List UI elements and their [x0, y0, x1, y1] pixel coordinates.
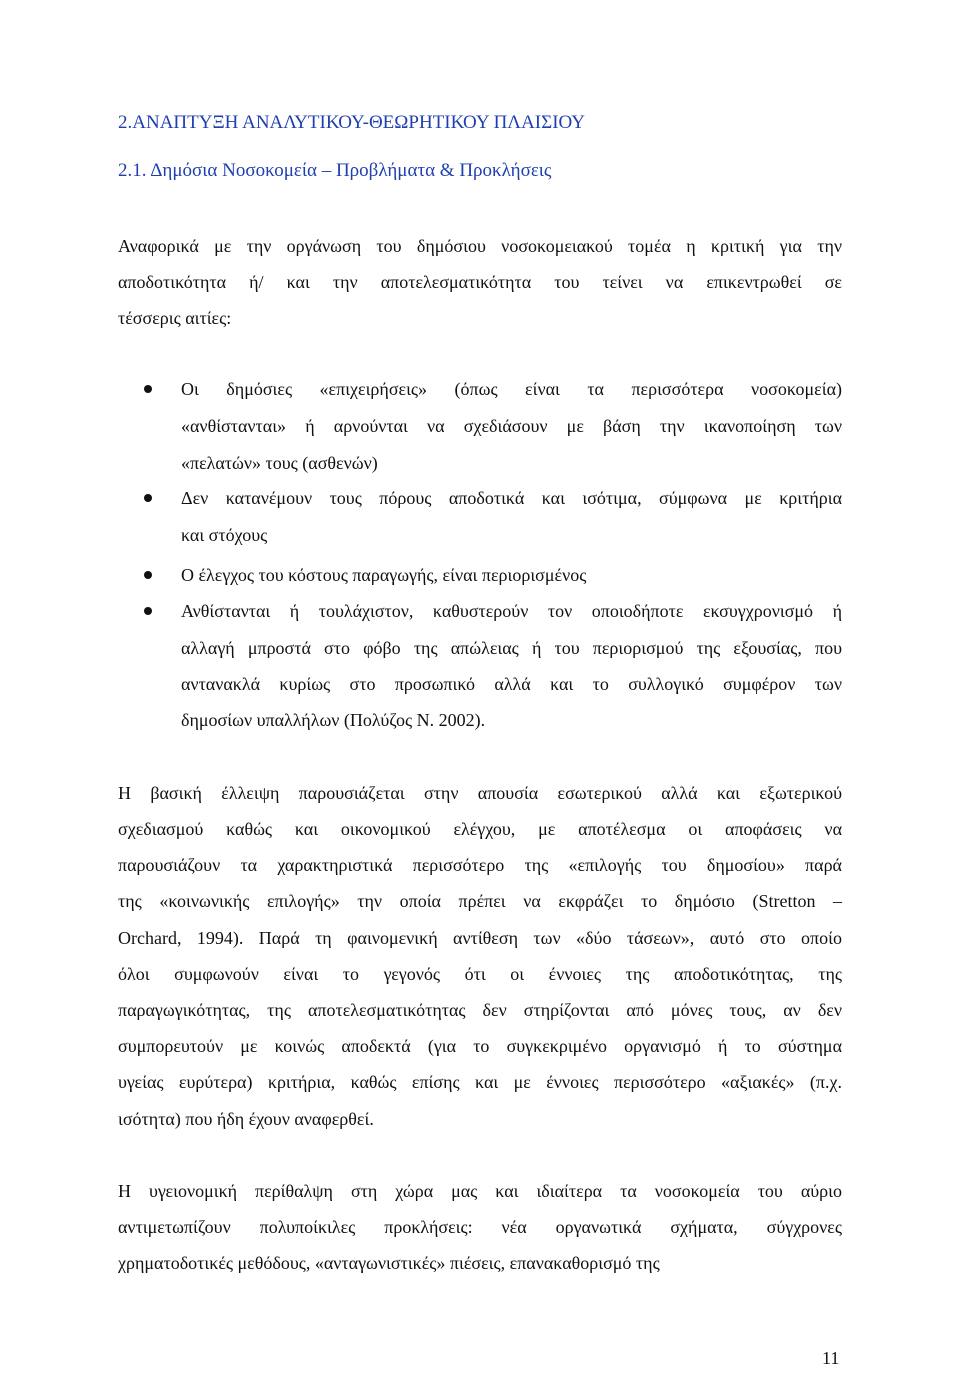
paragraph-line: Η υγειονομική περίθαλψη στη χώρα μας και ιδιαίτερα τα νοσοκομεία του αύριο: [118, 1181, 842, 1201]
paragraph-line: αντιμετωπίζουν πολυποίκιλες προκλήσεις: νέα οργανωτικά σχήματα, σύγχρονες: [118, 1217, 842, 1237]
paragraph-line: σχεδιασμού καθώς και οικονομικού ελέγχου, με αποτέλεσμα οι αποφάσεις να: [118, 819, 842, 839]
paragraph-line: Orchard, 1994). Παρά τη φαινομενική αντίθεση των «δύο τάσεων», αυτό στο οποίο: [118, 928, 842, 948]
bullet-dot-icon: [144, 385, 152, 393]
bullet-line: και στόχους: [181, 525, 268, 545]
bullet-dot-icon: [144, 571, 152, 579]
bullet-line: Δεν κατανέμουν τους πόρους αποδοτικά και ισότιμα, σύμφωνα με κριτήρια: [181, 488, 842, 508]
paragraph-line: όλοι συμφωνούν είναι το γεγονός ότι οι έννοιες της αποδοτικότητας, της: [118, 964, 842, 984]
paragraph-line: της «κοινωνικής επιλογής» την οποία πρέπει να εκφράζει το δημόσιο (Stretton –: [118, 891, 842, 911]
bullet-line: «ανθίστανται» ή αρνούνται να σχεδιάσουν με βάση την ικανοποίηση των: [181, 416, 842, 436]
bullet-line: αλλαγή μπροστά στο φόβο της απώλειας ή του περιορισμού της εξουσίας, που: [181, 638, 842, 658]
bullet-line: Ανθίστανται ή τουλάχιστον, καθυστερούν τον οποιοδήποτε εκσυγχρονισμό ή: [181, 601, 842, 621]
paragraph-line: υγείας ευρύτερα) κριτήρια, καθώς επίσης και με έννοιες περισσότερο «αξιακές» (π.χ.: [118, 1072, 842, 1092]
bullet-line: αντανακλά κυρίως στο προσωπικό αλλά και το συλλογικό συμφέρον των: [181, 674, 842, 694]
bullet-dot-icon: [144, 494, 152, 502]
paragraph-line: παραγωγικότητας, της αποτελεσματικότητας δεν στηρίζονται από μόνες τους, αν δεν: [118, 1000, 842, 1020]
section-heading: 2.ΑΝΑΠΤΥΞΗ ΑΝΑΛΥΤΙΚΟΥ-ΘΕΩΡΗΤΙΚΟΥ ΠΛΑΙΣΙΟΥ: [118, 112, 586, 133]
bullet-line: «πελατών» τους (ασθενών): [181, 453, 378, 473]
paragraph-line: παρουσιάζουν τα χαρακτηριστικά περισσότερο της «επιλογής του δημοσίου» παρά: [118, 855, 842, 875]
paragraph-line: αποδοτικότητα ή/ και την αποτελεσματικότητα του τείνει να επικεντρωθεί σε: [118, 272, 842, 292]
paragraph-line: τέσσερις αιτίες:: [118, 308, 232, 328]
bullet-dot-icon: [144, 607, 152, 615]
paragraph-line: συμπορευτούν με κοινώς αποδεκτά (για το συγκεκριμένο οργανισμό ή το σύστημα: [118, 1036, 842, 1056]
bullet-line: Ο έλεγχος του κόστους παραγωγής, είναι περιορισμένος: [181, 565, 587, 585]
paragraph-line: Η βασική έλλειψη παρουσιάζεται στην απουσία εσωτερικού αλλά και εξωτερικού: [118, 783, 842, 803]
subsection-heading: 2.1. Δημόσια Νοσοκομεία – Προβλήματα & Προκλήσεις: [118, 160, 552, 181]
paragraph-line: χρηματοδοτικές μεθόδους, «ανταγωνιστικές» πιέσεις, επανακαθορισμό της: [118, 1253, 660, 1273]
page-number: 11: [822, 1348, 840, 1368]
paragraph-line: ισότητα) που ήδη έχουν αναφερθεί.: [118, 1109, 374, 1129]
bullet-line: δημοσίων υπαλλήλων (Πολύζος Ν. 2002).: [181, 710, 486, 730]
paragraph-line: Αναφορικά με την οργάνωση του δημόσιου νοσοκομειακού τομέα η κριτική για την: [118, 236, 842, 256]
bullet-line: Οι δημόσιες «επιχειρήσεις» (όπως είναι τα περισσότερα νοσοκομεία): [181, 379, 842, 399]
